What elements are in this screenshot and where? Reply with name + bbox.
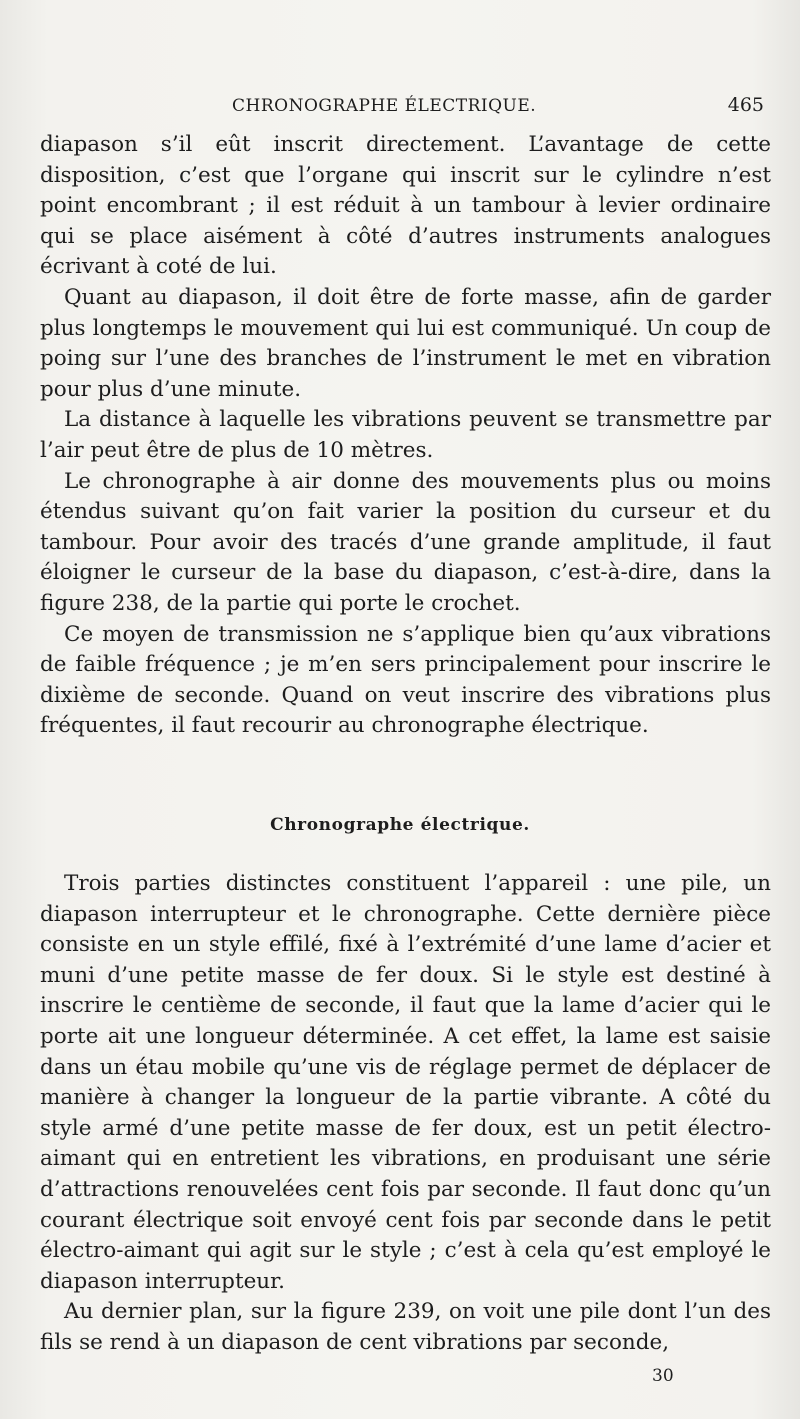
running-title: CHRONOGRAPHE ÉLECTRIQUE.: [232, 96, 537, 116]
paragraph: Quant au diapason, il doit être de forte masse, afin de garder plus longtemps le mouvement qui lui est communiqué. Un coup de poing sur l’une des branches de l’instrument le met en vibration pour plus d’une minute.: [40, 284, 771, 402]
paragraph: La distance à laquelle les vibrations peuvent se transmettre par l’air peut être de plus de 10 mètres.: [40, 407, 771, 463]
section-heading: Chronographe électrique.: [270, 815, 530, 835]
paragraph: diapason s’il eût inscrit directement. L’avantage de cette disposition, c’est que l’organe qui inscrit sur le cylindre n’est point encombrant ; il est réduit à un tambour à levier ordinaire qui se place aisément à côté d’autres instruments analogues écrivant à coté de lui.: [40, 132, 771, 280]
body-text-section-1: [40, 130, 771, 742]
paragraph: Trois parties distinctes constituent l’appareil : une pile, un diapason interrupteur et le chronographe. Cette dernière pièce consiste en un style effilé, fixé à l’extrémité d’une lame d’acier et muni d’une petite masse de fer doux. Si le style est destiné à inscrire le centième de seconde, il faut que la lame d’acier qui le porte ait une longueur déterminée. A cet effet, la lame est saisie dans un étau mobile qu’une vis de réglage permet de déplacer de manière à changer la longueur de la partie vibrante. A côté du style armé d’une petite masse de fer doux, est un petit électro-aimant qui en entretient les vibrations, en produisant une série d’attractions renouvelées cent fois par seconde. Il faut donc qu’un courant électrique soit envoyé cent fois par seconde dans le petit électro-aimant qui agit sur le style ; c’est à cela qu’est employé le diapason interrupteur.: [40, 871, 771, 1294]
paragraph: Le chronographe à air donne des mouvements plus ou moins étendus suivant qu’on fait varier la position du curseur et du tambour. Pour avoir des tracés d’une grande amplitude, il faut éloigner le curseur de la base du diapason, c’est-à-dire, dans la figure 238, de la partie qui porte le crochet.: [40, 468, 771, 616]
page-header: [0, 92, 800, 122]
signature-mark: 30: [652, 1366, 674, 1386]
body-text-section-2: [40, 869, 771, 1359]
page-number: 465: [727, 94, 764, 116]
paragraph: Ce moyen de transmission ne s’applique bien qu’aux vibrations de faible fréquence ; je m’en sers principalement pour inscrire le dixième de seconde. Quand on veut inscrire des vibrations plus fréquentes, il faut recourir au chronographe électrique.: [40, 621, 771, 739]
paragraph: Au dernier plan, sur la figure 239, on voit une pile dont l’un des fils se rend à un diapason de cent vibrations par seconde,: [40, 1299, 771, 1355]
